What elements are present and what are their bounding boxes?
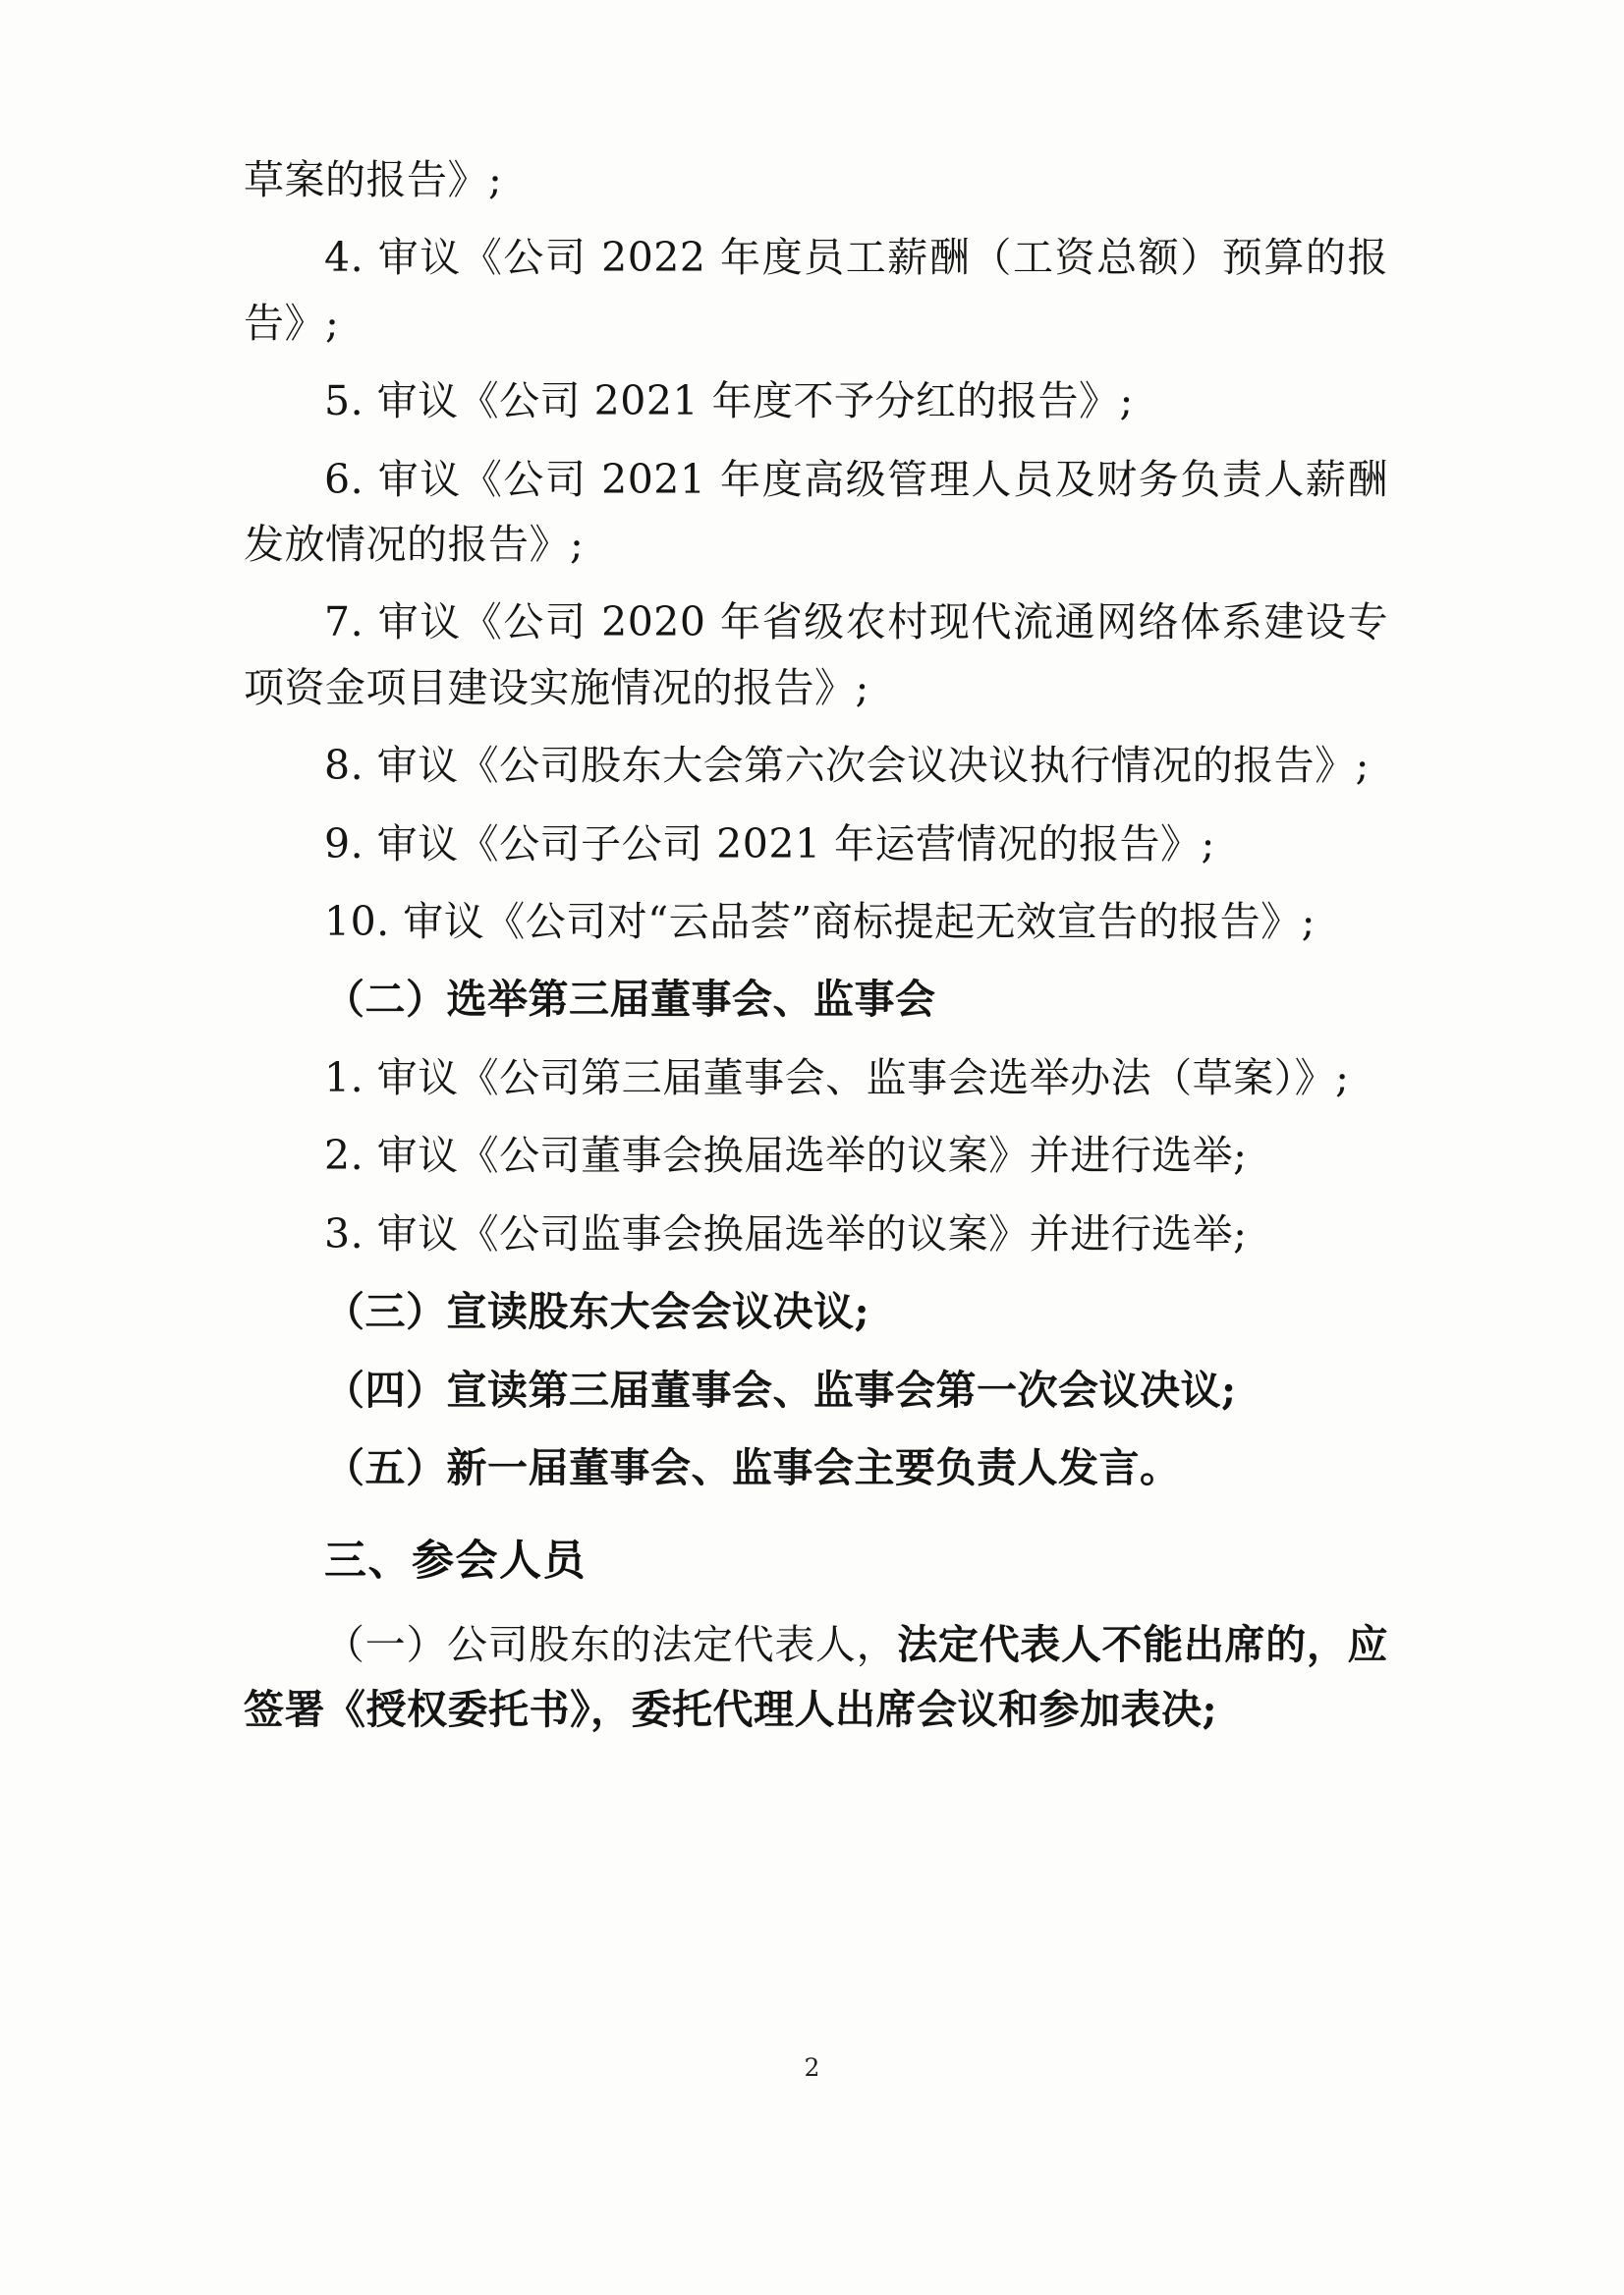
agenda-item-4: 4. 审议《公司 2022 年度员工薪酬（工资总额）预算的报告》; — [244, 234, 1388, 347]
heading-attendees: 三、参会人员 — [324, 1537, 587, 1587]
section-heading-five: （五）新一届董事会、监事会主要负责人发言。 — [324, 1443, 1181, 1491]
page-number: 2 — [804, 2053, 820, 2082]
agenda-item-9: 9. 审议《公司子公司 2021 年运营情况的报告》; — [324, 819, 1215, 868]
section-heading-three: （三）宣读股东大会会议决议; — [324, 1288, 870, 1336]
agenda-item-6: 6. 审议《公司 2021 年度高级管理人员及财务负责人薪酬发放情况的报告》; — [244, 455, 1388, 569]
agenda-item-8: 8. 审议《公司股东大会第六次会议决议执行情况的报告》; — [324, 742, 1370, 790]
election-item-3: 3. 审议《公司监事会换届选举的议案》并进行选举; — [324, 1209, 1248, 1258]
attendee-lead-text: （一）公司股东的法定代表人， — [324, 1620, 898, 1668]
agenda-item-10: 10. 审议《公司对“云品荟”商标提起无效宣告的报告》; — [324, 898, 1316, 946]
section-heading-four: （四）宣读第三届董事会、监事会第一次会议决议; — [324, 1366, 1237, 1414]
document-body — [244, 147, 1388, 1756]
election-item-2: 2. 审议《公司董事会换届选举的议案》并进行选举; — [324, 1132, 1248, 1180]
paragraph-continuation: 草案的报告》; — [244, 156, 503, 203]
election-item-1: 1. 审议《公司第三届董事会、监事会选举办法（草案）》; — [324, 1053, 1350, 1101]
attendee-bold-text: 法定代表人不能出席的，应签署《授权委托书》，委托代理人出席会议和参加表决; — [244, 1620, 1389, 1734]
agenda-item-5: 5. 审议《公司 2021 年度不予分红的报告》; — [324, 377, 1134, 425]
section-heading-two: （二）选举第三届董事会、监事会 — [324, 976, 936, 1024]
agenda-item-7: 7. 审议《公司 2020 年省级农村现代流通网络体系建设专项资金项目建设实施情况的报告》; — [244, 598, 1388, 711]
attendee-paragraph — [244, 1612, 1388, 1743]
